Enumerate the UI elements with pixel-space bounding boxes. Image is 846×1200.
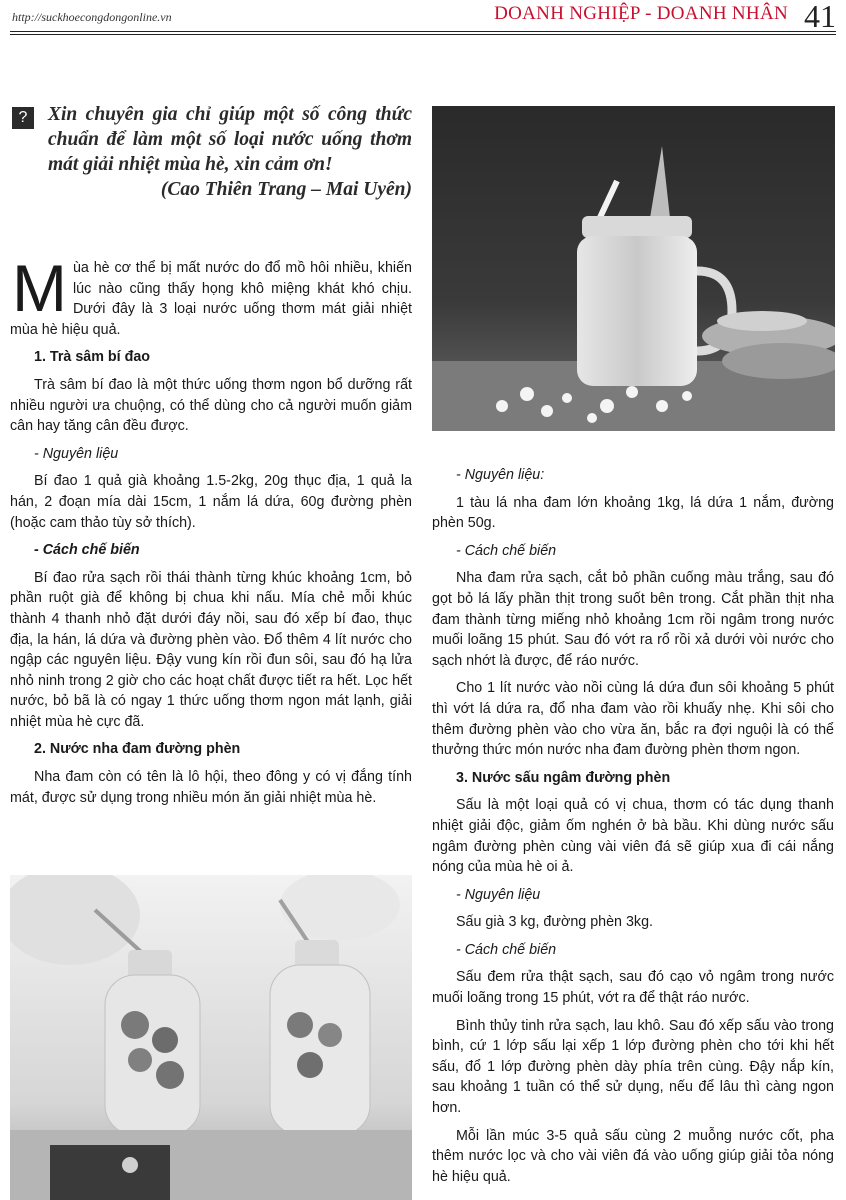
- section-3-ingredients: Sấu già 3 kg, đường phèn 3kg.: [456, 914, 654, 931]
- header-divider-secondary: [10, 34, 836, 35]
- section-3-ingredients-label: - Nguyên liệu: [456, 886, 541, 903]
- site-url[interactable]: http://suckhoecongdongonline.vn: [12, 10, 172, 24]
- apricot-drink-photo: [10, 875, 412, 1200]
- section-3-method-label: - Cách chế biến: [456, 941, 557, 958]
- section-1-method-label: - Cách chế biến: [34, 542, 140, 559]
- question-text: Xin chuyên gia chỉ giúp một số công thức chuẩn để làm một số loại nước uống thơm mát giải nhiệt mùa hè, xin cảm ơn!: [48, 104, 412, 175]
- section-title: DOANH NGHIỆP - DOANH NHÂN: [494, 3, 788, 24]
- left-column: [10, 251, 412, 815]
- header-divider: [10, 31, 836, 32]
- drop-cap: M: [12, 251, 67, 325]
- section-1-ingredients-label: - Nguyên liệu: [34, 445, 119, 462]
- right-column: [432, 465, 834, 1194]
- reader-question: [48, 102, 412, 202]
- section-2-intro: Nha đam còn có tên là lô hội, theo đông y có vị đắng tính mát, được sử dụng trong nhiều món ăn giải nhiệt mùa hè.: [10, 769, 412, 806]
- aloe-drink-photo: [432, 106, 835, 431]
- section-2-ingredients-label: - Nguyên liệu:: [456, 467, 545, 483]
- question-icon: ?: [12, 107, 34, 129]
- section-2-ingredients: 1 tàu lá nha đam lớn khoảng 1kg, lá dứa 1 nắm, đường phèn 50g.: [432, 494, 834, 532]
- section-1-method: Bí đao rửa sạch rồi thái thành từng khúc khoảng 1cm, bỏ phần ruột già để không bị chua khi nấu. Mía chẻ mỗi khúc thành 4 thanh nhỏ đặt dưới đáy nồi, sau đó xếp bí đao, thục địa, la hán, lá dứa và đường phèn vào. Đổ thêm 4 lít nước cho ngập các nguyên liệu. Đậy vung kín rồi đun sôi, sau đó hạ lửa nhỏ ninh trong 2 giờ cho các hoạt chất được tiết ra hết. Lọc hết nước, bỏ bã là có ngay 1 thức uống thơm ngon mát lạnh, giải nhiệt mùa hè cực đã.: [10, 569, 412, 730]
- section-1-intro: Trà sâm bí đao là một thức uống thơm ngon bổ dưỡng rất nhiều người ưa chuộng, có thể dùng cho cả người muốn giảm cân hay tăng cân đều được.: [10, 376, 412, 435]
- section-heading-1: 1. Trà sâm bí đao: [34, 349, 151, 366]
- section-1-ingredients: Bí đao 1 quả già khoảng 1.5-2kg, 20g thục địa, 1 quả la hán, 2 đoạn mía dài 15cm, 1 nắm lá dứa, 60g đường phèn (hoặc cam thảo tùy sở thích).: [10, 473, 412, 531]
- section-heading-2: 2. Nước nha đam đường phèn: [34, 741, 241, 758]
- article-intro: [10, 251, 412, 340]
- question-signature: (Cao Thiên Trang – Mai Uyên): [160, 179, 412, 200]
- section-heading-3: 3. Nước sấu ngâm đường phèn: [456, 769, 671, 786]
- intro-text: ùa hè cơ thể bị mất nước do đổ mồ hôi nhiều, khiến lúc nào cũng thấy họng khô miệng khát khó chịu. Dưới đây là 3 loại nước uống thơm mát giải nhiệt mùa hè hiệu quả.: [10, 260, 412, 338]
- section-2-method-2: Cho 1 lít nước vào nồi cùng lá dứa đun sôi khoảng 5 phút thì vớt lá dứa ra, đổ nha đam vào rồi khuấy nhẹ. Khi sôi cho thêm đường phèn vào cho vừa ăn, bắc ra đợi nguội là có thể thưởng thức món nước nha đam đường phèn thơm ngon.: [432, 680, 834, 759]
- section-2-method-1: Nha đam rửa sạch, cắt bỏ phần cuống màu trắng, sau đó gọt bỏ lá lấy phần thịt trong suốt bên trong. Cắt phần thịt nha đam thành từng miếng nhỏ khoảng 1cm rồi ngâm trong nước muối loãng 15 phút. Sau đó vớt ra rổ rồi xả dưới vòi nước cho sạch nhớt là được, để ráo nước.: [432, 570, 834, 669]
- page-number: 41: [804, 0, 836, 34]
- section-3-method-1: Sấu đem rửa thật sạch, sau đó cạo vỏ ngâm trong nước muối loãng trong 15 phút, vớt ra để thật ráo nước.: [432, 969, 834, 1007]
- section-3-method-3: Mỗi lần múc 3-5 quả sấu cùng 2 muỗng nước cốt, pha thêm nước lọc và cho vài viên đá vào uống giúp giải tỏa nóng hè hiệu quả.: [432, 1127, 834, 1185]
- section-3-method-2: Bình thủy tinh rửa sạch, lau khô. Sau đó xếp sấu vào trong bình, cứ 1 lớp sấu lại xếp 1 lớp đường phèn cho tới khi hết sấu, đổ 1 lớp đường phèn dày phía trên cùng. Đậy nắp kín, sau khoảng 1 tuần có thể sử dụng, nếu để lâu thì càng ngon hơn.: [432, 1017, 834, 1117]
- section-3-intro: Sấu là một loại quả có vị chua, thơm có tác dụng thanh nhiệt giải độc, giảm ốm nghén ở bà bầu. Khi dùng nước sấu ngâm đường phèn cùng vài viên đá sẽ giúp xua đi cái nắng nóng của mùa hè oi ả.: [432, 797, 834, 876]
- section-2-method-label: - Cách chế biến: [456, 542, 557, 559]
